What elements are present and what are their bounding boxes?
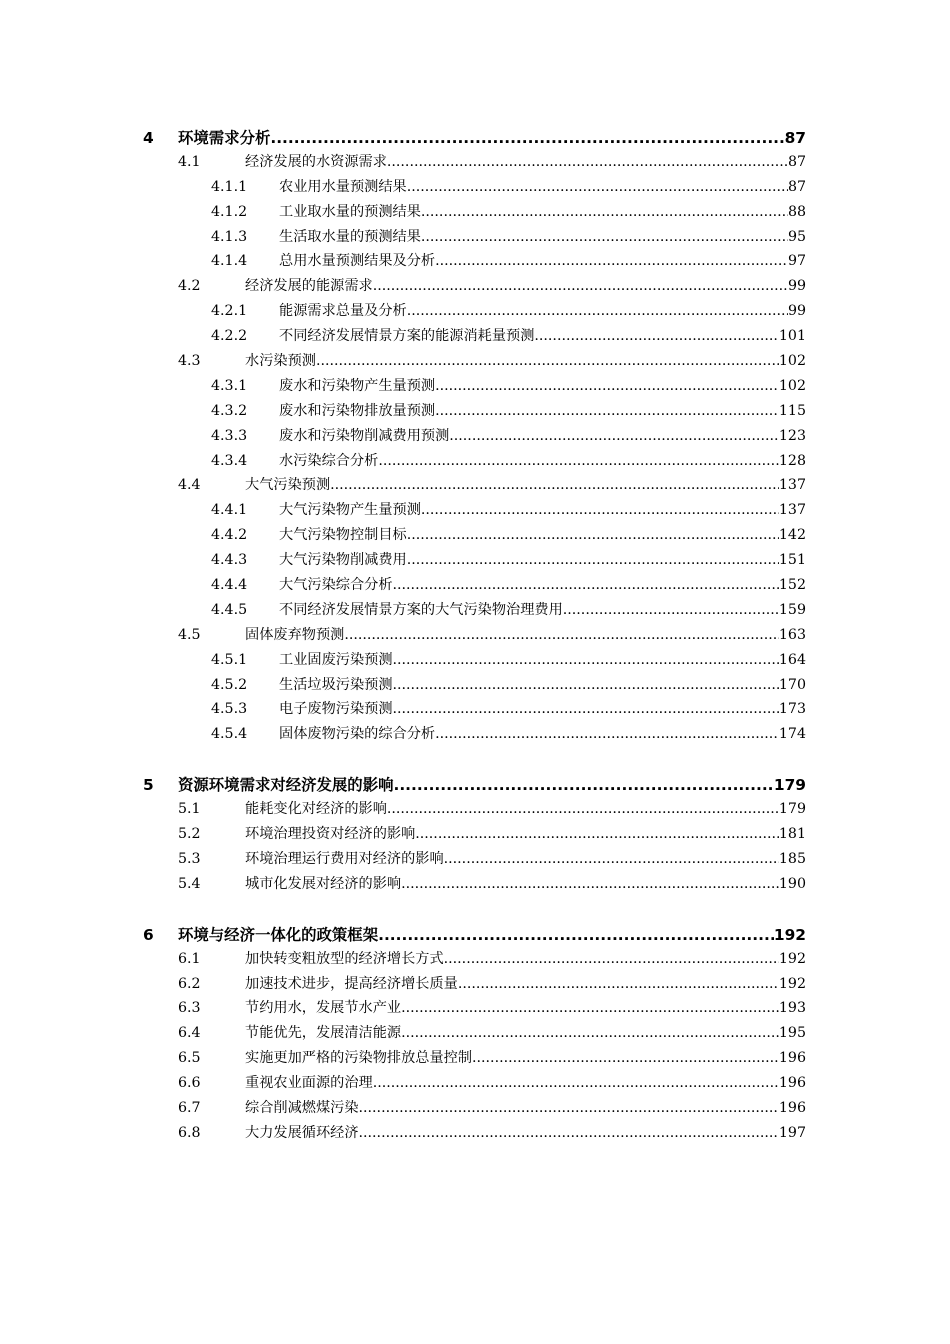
toc-entry-level2[interactable] bbox=[143, 350, 806, 375]
toc-leader-dots bbox=[378, 926, 774, 944]
toc-entry-title: 固体废弃物预测 bbox=[245, 626, 345, 643]
toc-entry-number: 6.3 bbox=[178, 1000, 201, 1017]
toc-entry-page: 97 bbox=[787, 253, 806, 270]
toc-entry-level3[interactable] bbox=[143, 674, 806, 699]
toc-entry-level2[interactable] bbox=[143, 997, 806, 1022]
toc-leader-dots bbox=[330, 477, 779, 493]
toc-entry-title: 生活垃圾污染预测 bbox=[279, 676, 393, 693]
toc-leader-dots bbox=[421, 229, 788, 245]
toc-entry-page: 137 bbox=[778, 502, 806, 519]
toc-entry-title: 节能优先，发展清洁能源 bbox=[245, 1025, 402, 1042]
toc-entry-page: 190 bbox=[778, 875, 806, 892]
toc-entry-page: 179 bbox=[778, 801, 806, 818]
toc-entry-page: 197 bbox=[778, 1124, 806, 1141]
toc-leader-dots bbox=[393, 677, 779, 693]
toc-entry-title: 重视农业面源的治理 bbox=[245, 1075, 373, 1092]
toc-entry-level3[interactable] bbox=[143, 325, 806, 350]
toc-entry-number: 4.5.2 bbox=[211, 676, 248, 693]
toc-entry-number: 4.3 bbox=[178, 353, 201, 370]
toc-entry-level3[interactable] bbox=[143, 698, 806, 723]
toc-entry-level2[interactable] bbox=[143, 1122, 806, 1147]
toc-entry-level3[interactable] bbox=[143, 574, 806, 599]
section-gap bbox=[143, 898, 806, 923]
toc-leader-dots bbox=[393, 577, 779, 593]
toc-entry-level2[interactable] bbox=[143, 948, 806, 973]
toc-leader-dots bbox=[407, 527, 779, 543]
toc-entry-number: 4.1.3 bbox=[211, 228, 248, 245]
toc-leader-dots bbox=[393, 652, 779, 668]
toc-entry-title: 大气污染综合分析 bbox=[279, 577, 393, 594]
toc-leader-dots bbox=[393, 776, 773, 794]
toc-entry-number: 4.5 bbox=[178, 626, 201, 643]
toc-entry-page: 151 bbox=[778, 552, 806, 569]
toc-entry-level3[interactable] bbox=[143, 599, 806, 624]
toc-entry-level3[interactable] bbox=[143, 524, 806, 549]
toc-leader-dots bbox=[421, 204, 788, 220]
toc-leader-dots bbox=[407, 552, 779, 568]
toc-leader-dots bbox=[472, 1050, 779, 1066]
toc-entry-title: 加快转变粗放型的经济增长方式 bbox=[245, 950, 444, 967]
toc-entry-number: 6 bbox=[143, 925, 154, 944]
toc-leader-dots bbox=[444, 851, 779, 867]
toc-entry-page: 102 bbox=[778, 377, 806, 394]
toc-entry-number: 4.2 bbox=[178, 278, 201, 295]
toc-leader-dots bbox=[344, 627, 779, 643]
toc-entry-page: 128 bbox=[778, 452, 806, 469]
toc-entry-page: 99 bbox=[787, 278, 806, 295]
toc-entry-level2[interactable] bbox=[143, 1097, 806, 1122]
section-gap bbox=[143, 748, 806, 773]
toc-entry-level3[interactable] bbox=[143, 649, 806, 674]
toc-entry-page: 170 bbox=[778, 676, 806, 693]
toc-entry-number: 5.3 bbox=[178, 850, 201, 867]
toc-entry-number: 6.4 bbox=[178, 1025, 201, 1042]
toc-entry-title: 水污染预测 bbox=[245, 353, 316, 370]
toc-entry-title: 固体废物污染的综合分析 bbox=[279, 726, 436, 743]
toc-entry-level3[interactable] bbox=[143, 450, 806, 475]
toc-entry-level2[interactable] bbox=[143, 823, 806, 848]
toc-entry-number: 5.4 bbox=[178, 875, 201, 892]
toc-entry-page: 164 bbox=[778, 651, 806, 668]
toc-entry-title: 大气污染预测 bbox=[245, 477, 331, 494]
toc-entry-number: 4.2.2 bbox=[211, 328, 248, 345]
toc-entry-title: 加速技术进步，提高经济增长质量 bbox=[245, 975, 458, 992]
toc-entry-page: 173 bbox=[778, 701, 806, 718]
toc-leader-dots bbox=[458, 976, 779, 992]
toc-entry-level1[interactable] bbox=[143, 773, 806, 798]
toc-leader-dots bbox=[401, 876, 779, 892]
toc-leader-dots bbox=[387, 154, 788, 170]
toc-leader-dots bbox=[387, 801, 779, 817]
toc-entry-page: 99 bbox=[787, 303, 806, 320]
toc-entry-page: 193 bbox=[778, 1000, 806, 1017]
toc-entry-level2[interactable] bbox=[143, 1022, 806, 1047]
toc-entry-number: 4.1 bbox=[178, 153, 201, 170]
toc-leader-dots bbox=[563, 602, 779, 618]
toc-entry-level2[interactable] bbox=[143, 1072, 806, 1097]
toc-entry-level2[interactable] bbox=[143, 973, 806, 998]
toc-entry-title: 废水和污染物削减费用预测 bbox=[279, 427, 450, 444]
toc-entry-number: 6.8 bbox=[178, 1124, 201, 1141]
toc-entry-number: 4 bbox=[143, 129, 154, 147]
toc-entry-title: 大力发展循环经济 bbox=[245, 1124, 359, 1141]
toc-entry-title: 城市化发展对经济的影响 bbox=[245, 875, 402, 892]
toc-entry-title: 实施更加严格的污染物排放总量控制 bbox=[245, 1050, 473, 1067]
toc-entry-title: 能耗变化对经济的影响 bbox=[245, 801, 387, 818]
toc-entry-level3[interactable] bbox=[143, 549, 806, 574]
toc-entry-level1[interactable] bbox=[143, 126, 806, 151]
toc-entry-number: 5 bbox=[143, 776, 154, 795]
toc-entry-title: 生活取水量的预测结果 bbox=[279, 228, 421, 245]
toc-entry-level3[interactable] bbox=[143, 425, 806, 450]
toc-entry-page: 95 bbox=[787, 228, 806, 245]
toc-leader-dots bbox=[435, 378, 779, 394]
toc-entry-page: 142 bbox=[778, 527, 806, 544]
toc-entry-level3[interactable] bbox=[143, 400, 806, 425]
toc-entry-level3[interactable] bbox=[143, 226, 806, 251]
toc-entry-title: 环境治理投资对经济的影响 bbox=[245, 826, 416, 843]
toc-entry-number: 4.2.1 bbox=[211, 303, 248, 320]
toc-entry-title: 综合削减燃煤污染 bbox=[245, 1099, 359, 1116]
toc-entry-page: 102 bbox=[778, 353, 806, 370]
toc-entry-level1[interactable] bbox=[143, 923, 806, 948]
toc-leader-dots bbox=[359, 1125, 779, 1141]
toc-leader-dots bbox=[421, 502, 779, 518]
toc-leader-dots bbox=[378, 453, 779, 469]
toc-entry-number: 4.5.4 bbox=[211, 726, 248, 743]
toc-leader-dots bbox=[401, 1025, 779, 1041]
toc-entry-title: 大气污染物产生量预测 bbox=[279, 502, 421, 519]
toc-entry-number: 4.4 bbox=[178, 477, 201, 494]
toc-entry-page: 192 bbox=[778, 950, 806, 967]
toc-entry-level3[interactable] bbox=[143, 723, 806, 748]
toc-entry-title: 大气污染物削减费用 bbox=[279, 552, 407, 569]
toc-leader-dots bbox=[435, 403, 779, 419]
toc-entry-page: 87 bbox=[787, 153, 806, 170]
toc-leader-dots bbox=[407, 303, 788, 319]
toc-entry-page: 101 bbox=[778, 328, 806, 345]
toc-leader-dots bbox=[373, 278, 788, 294]
toc-entry-title: 工业固废污染预测 bbox=[279, 651, 393, 668]
toc-entry-number: 4.1.4 bbox=[211, 253, 248, 270]
toc-entry-page: 192 bbox=[778, 975, 806, 992]
toc-entry-title: 大气污染物控制目标 bbox=[279, 527, 407, 544]
toc-entry-title: 水污染综合分析 bbox=[279, 452, 379, 469]
toc-entry-level2[interactable] bbox=[143, 848, 806, 873]
toc-entry-level3[interactable] bbox=[143, 499, 806, 524]
toc-entry-title: 节约用水，发展节水产业 bbox=[245, 1000, 402, 1017]
toc-entry-title: 资源环境需求对经济发展的影响 bbox=[178, 776, 394, 795]
toc-entry-number: 4.5.1 bbox=[211, 651, 248, 668]
toc-entry-number: 6.6 bbox=[178, 1075, 201, 1092]
toc-leader-dots bbox=[316, 353, 779, 369]
toc-leader-dots bbox=[359, 1100, 779, 1116]
toc-leader-dots bbox=[435, 726, 779, 742]
toc-leader-dots bbox=[270, 129, 784, 147]
toc-entry-page: 174 bbox=[778, 726, 806, 743]
toc-entry-page: 87 bbox=[784, 129, 806, 147]
toc-entry-page: 87 bbox=[787, 178, 806, 195]
toc-leader-dots bbox=[415, 826, 779, 842]
toc-entry-level3[interactable] bbox=[143, 201, 806, 226]
toc-entry-level2[interactable] bbox=[143, 151, 806, 176]
toc-leader-dots bbox=[393, 701, 779, 717]
toc-entry-number: 6.1 bbox=[178, 950, 201, 967]
toc-entry-page: 196 bbox=[778, 1050, 806, 1067]
toc-entry-title: 经济发展的水资源需求 bbox=[245, 153, 387, 170]
toc-entry-page: 192 bbox=[773, 925, 806, 944]
toc-entry-number: 4.3.1 bbox=[211, 377, 248, 394]
toc-entry-number: 4.1.1 bbox=[211, 178, 248, 195]
toc-leader-dots bbox=[435, 253, 788, 269]
toc-entry-number: 4.4.2 bbox=[211, 527, 248, 544]
toc-entry-page: 137 bbox=[778, 477, 806, 494]
toc-entry-level3[interactable] bbox=[143, 375, 806, 400]
toc-entry-page: 88 bbox=[787, 203, 806, 220]
toc-leader-dots bbox=[444, 951, 779, 967]
toc-entry-title: 环境需求分析 bbox=[178, 129, 271, 147]
toc-entry-number: 4.4.4 bbox=[211, 577, 248, 594]
toc-entry-number: 4.4.5 bbox=[211, 601, 248, 618]
toc-entry-number: 4.4.3 bbox=[211, 552, 248, 569]
toc-entry-level2[interactable] bbox=[143, 798, 806, 823]
toc-entry-level2[interactable] bbox=[143, 474, 806, 499]
toc-entry-title: 能源需求总量及分析 bbox=[279, 303, 407, 320]
toc-entry-number: 4.3.4 bbox=[211, 452, 248, 469]
toc-leader-dots bbox=[534, 328, 779, 344]
toc-entry-page: 195 bbox=[778, 1025, 806, 1042]
toc-entry-title: 总用水量预测结果及分析 bbox=[279, 253, 436, 270]
toc-entry-title: 农业用水量预测结果 bbox=[279, 178, 407, 195]
toc-entry-number: 4.1.2 bbox=[211, 203, 248, 220]
toc-leader-dots bbox=[407, 179, 788, 195]
toc-entry-page: 115 bbox=[778, 402, 806, 419]
toc-leader-dots bbox=[401, 1000, 779, 1016]
toc-entry-level2[interactable] bbox=[143, 1047, 806, 1072]
toc-entry-title: 工业取水量的预测结果 bbox=[279, 203, 421, 220]
toc-entry-number: 4.5.3 bbox=[211, 701, 248, 718]
toc-entry-title: 经济发展的能源需求 bbox=[245, 278, 373, 295]
toc-entry-title: 电子废物污染预测 bbox=[279, 701, 393, 718]
toc-entry-page: 181 bbox=[778, 826, 806, 843]
toc-entry-page: 159 bbox=[778, 601, 806, 618]
toc-entry-title: 不同经济发展情景方案的能源消耗量预测 bbox=[279, 328, 535, 345]
toc-entry-number: 5.2 bbox=[178, 826, 201, 843]
toc-entry-level2[interactable] bbox=[143, 275, 806, 300]
toc-entry-number: 6.7 bbox=[178, 1099, 201, 1116]
toc-entry-page: 123 bbox=[778, 427, 806, 444]
toc-entry-level3[interactable] bbox=[143, 250, 806, 275]
toc-entry-page: 152 bbox=[778, 577, 806, 594]
toc-entry-page: 163 bbox=[778, 626, 806, 643]
toc-entry-number: 4.4.1 bbox=[211, 502, 248, 519]
toc-entry-number: 4.3.2 bbox=[211, 402, 248, 419]
toc-entry-level3[interactable] bbox=[143, 300, 806, 325]
toc-entry-number: 5.1 bbox=[178, 801, 201, 818]
toc-entry-title: 不同经济发展情景方案的大气污染物治理费用 bbox=[279, 601, 563, 618]
toc-entry-number: 6.5 bbox=[178, 1050, 201, 1067]
toc-entry-page: 196 bbox=[778, 1075, 806, 1092]
toc-entry-title: 环境治理运行费用对经济的影响 bbox=[245, 850, 444, 867]
toc-entry-number: 4.3.3 bbox=[211, 427, 248, 444]
toc-entry-title: 废水和污染物排放量预测 bbox=[279, 402, 436, 419]
toc-entry-number: 6.2 bbox=[178, 975, 201, 992]
toc-entry-page: 185 bbox=[778, 850, 806, 867]
toc-entry-title: 废水和污染物产生量预测 bbox=[279, 377, 436, 394]
toc-entry-title: 环境与经济一体化的政策框架 bbox=[178, 925, 379, 944]
toc-entry-page: 179 bbox=[773, 776, 806, 795]
toc-leader-dots bbox=[449, 428, 779, 444]
toc-leader-dots bbox=[373, 1075, 779, 1091]
table-of-contents bbox=[143, 126, 806, 1147]
toc-entry-level2[interactable] bbox=[143, 873, 806, 898]
toc-entry-level2[interactable] bbox=[143, 624, 806, 649]
toc-entry-level3[interactable] bbox=[143, 176, 806, 201]
toc-entry-page: 196 bbox=[778, 1099, 806, 1116]
